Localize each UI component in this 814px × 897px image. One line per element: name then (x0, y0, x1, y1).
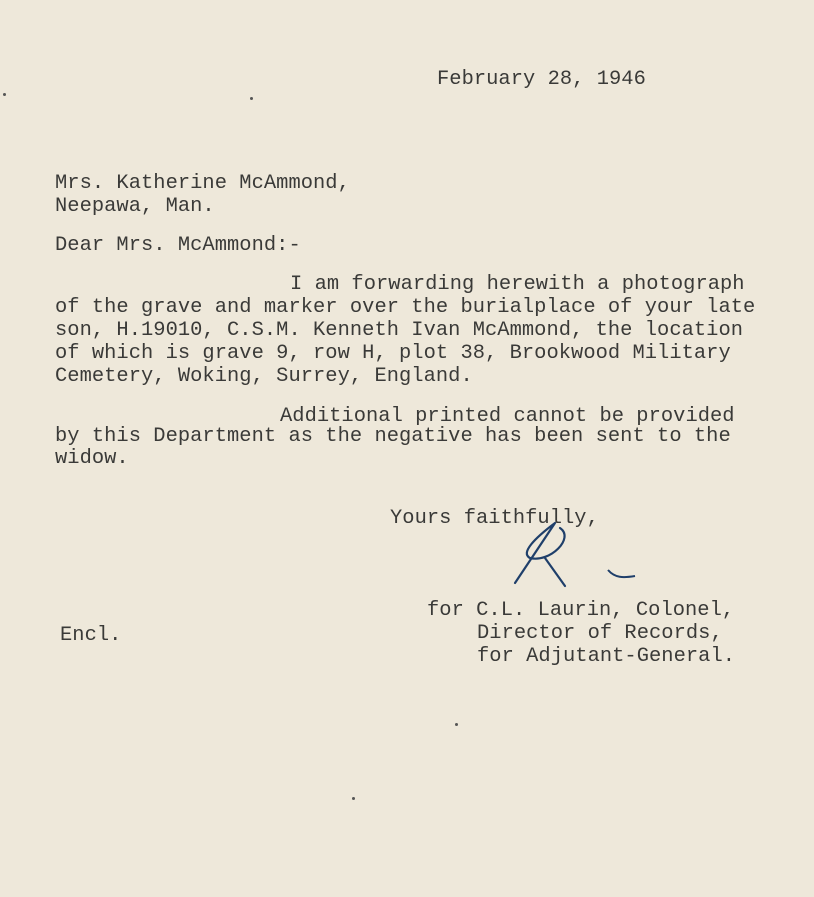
recipient-address: Neepawa, Man. (55, 195, 215, 218)
enclosure-note: Encl. (60, 624, 122, 647)
paragraph-2-line: widow. (55, 447, 129, 470)
handwritten-signature (505, 518, 645, 598)
paragraph-1-line: son, H.19010, C.S.M. Kenneth Ivan McAmmond, the location (55, 319, 744, 342)
recipient-name: Mrs. Katherine McAmmond, (55, 172, 350, 195)
paper-speck (352, 797, 355, 800)
paragraph-2-line: Additional printed cannot be provided (280, 405, 735, 428)
paragraph-1-line: I am forwarding herewith a photograph (290, 273, 745, 296)
signature-line: Director of Records, (477, 622, 723, 645)
paragraph-1-line: of which is grave 9, row H, plot 38, Brookwood Military (55, 342, 731, 365)
paragraph-1-line: of the grave and marker over the burialplace of your late (55, 296, 756, 319)
paper-speck (250, 97, 253, 100)
closing: Yours faithfully, (390, 507, 599, 530)
salutation: Dear Mrs. McAmmond:- (55, 234, 301, 257)
paper-speck (455, 723, 458, 726)
paragraph-2-line: by this Department as the negative has been sent to the (55, 425, 731, 448)
letter-date: February 28, 1946 (437, 68, 646, 91)
signature-line: for Adjutant-General. (477, 645, 736, 668)
signature-line: for C.L. Laurin, Colonel, (427, 599, 735, 622)
paragraph-1-line: Cemetery, Woking, Surrey, England. (55, 365, 473, 388)
paper-speck (3, 93, 6, 96)
